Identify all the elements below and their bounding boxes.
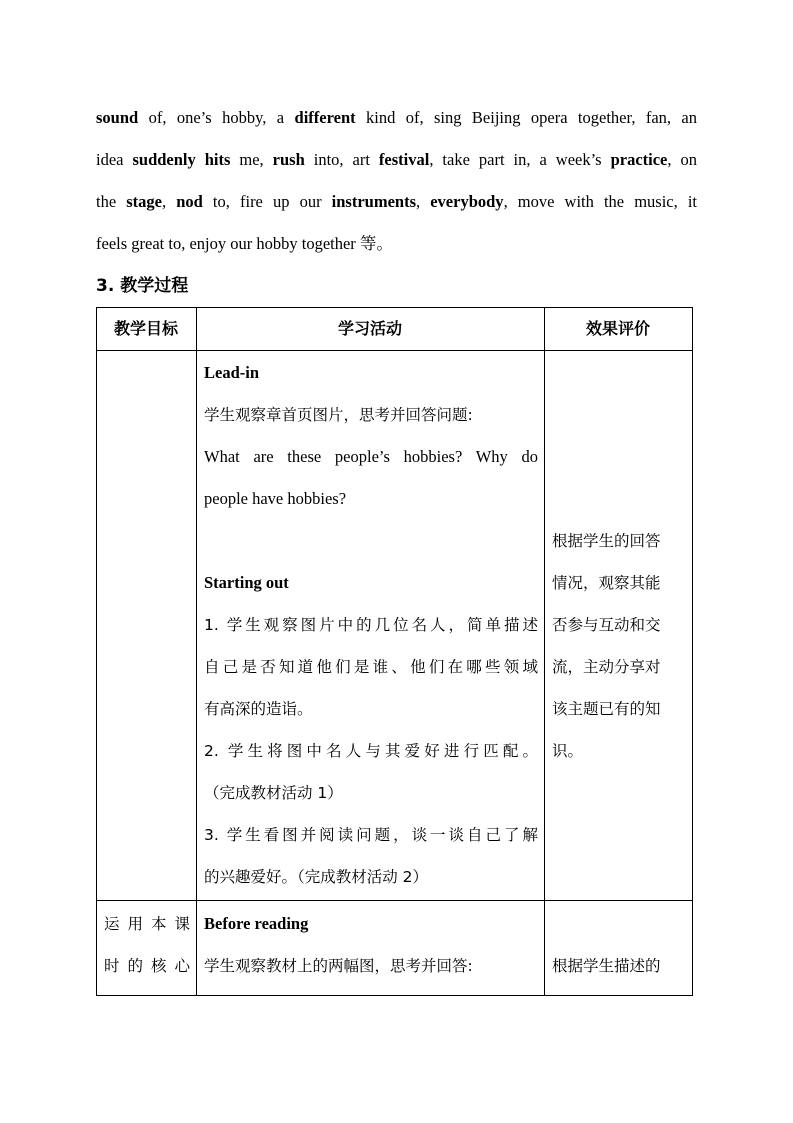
activity-line: Starting out bbox=[204, 573, 289, 592]
intro-line bbox=[96, 139, 697, 181]
table-row-divider bbox=[96, 900, 693, 901]
vocab-keyword: nod bbox=[176, 192, 203, 211]
intro-text: , bbox=[162, 192, 177, 211]
intro-text: of, one’s hobby, a bbox=[138, 108, 295, 127]
intro-text: kind of, sing Beijing opera together, fan, an bbox=[355, 108, 697, 127]
table-border-bottom bbox=[96, 995, 693, 996]
vocab-keyword: festival bbox=[378, 150, 430, 169]
activity-line: 有高深的造诣。 bbox=[204, 700, 313, 718]
header-learning-activity: 学习活动 bbox=[337, 319, 402, 338]
table-border-left bbox=[96, 307, 97, 996]
intro-text: , bbox=[416, 192, 431, 211]
intro-text: to, fire up our bbox=[202, 192, 332, 211]
activity-line: Before reading bbox=[204, 914, 309, 933]
activity-line: （完成教材活动 1） bbox=[204, 784, 343, 802]
intro-line bbox=[96, 181, 697, 223]
vocab-keyword: stage bbox=[126, 192, 163, 211]
goal-line: 时的核心 bbox=[104, 957, 190, 975]
table-border-right bbox=[692, 307, 693, 996]
vocab-keyword: different bbox=[294, 108, 356, 127]
vocab-keyword: suddenly hits bbox=[132, 150, 231, 169]
intro-text: , take part in, a week’s bbox=[429, 150, 611, 169]
vocab-keyword: rush bbox=[272, 150, 305, 169]
activity-line: 学生观察章首页图片，思考并回答问题: bbox=[204, 406, 473, 424]
header-teaching-goal: 教学目标 bbox=[113, 319, 178, 338]
table-col-divider-1 bbox=[196, 307, 197, 996]
intro-text: , move with the music, it bbox=[503, 192, 698, 211]
activity-line: 1. 学生观察图片中的几位名人，简单描述 bbox=[204, 616, 538, 634]
table-header-divider bbox=[96, 350, 693, 351]
activity-line: Lead-in bbox=[204, 363, 260, 382]
vocab-keyword: sound bbox=[96, 108, 139, 127]
section-heading: 3. 教学过程 bbox=[96, 276, 189, 296]
vocab-keyword: instruments bbox=[331, 192, 417, 211]
intro-text: , on bbox=[667, 150, 697, 169]
intro-text: the bbox=[96, 192, 127, 211]
activity-line: 自己是否知道他们是谁、他们在哪些领域 bbox=[204, 658, 538, 676]
goal-line: 运用本课 bbox=[104, 915, 190, 933]
intro-text: idea bbox=[96, 150, 133, 169]
evaluation-line: 否参与互动和交 bbox=[552, 616, 661, 634]
evaluation-line: 识。 bbox=[552, 742, 584, 760]
activity-line: 2. 学生将图中名人与其爱好进行匹配。 bbox=[204, 742, 538, 760]
activity-line: 的兴趣爱好。（完成教材活动 2） bbox=[204, 868, 429, 886]
vocab-keyword: practice bbox=[610, 150, 668, 169]
header-effect-evaluation: 效果评价 bbox=[585, 319, 650, 338]
evaluation-line: 根据学生的回答 bbox=[552, 532, 661, 550]
activity-line: people have hobbies? bbox=[204, 489, 347, 508]
evaluation-line: 根据学生描述的 bbox=[552, 957, 661, 975]
activity-line: What are these people’s hobbies? Why do bbox=[204, 447, 538, 466]
evaluation-line: 情况，观察其能 bbox=[552, 574, 661, 592]
evaluation-line: 流，主动分享对 bbox=[552, 658, 661, 676]
activity-line: 学生观察教材上的两幅图，思考并回答: bbox=[204, 957, 473, 975]
table-col-divider-2 bbox=[544, 307, 545, 996]
intro-line bbox=[96, 223, 697, 265]
teaching-process-table bbox=[96, 307, 693, 996]
intro-text: me, bbox=[230, 150, 273, 169]
vocab-keyword: everybody bbox=[430, 192, 504, 211]
intro-line bbox=[96, 97, 697, 139]
intro-text: into, art bbox=[304, 150, 379, 169]
activity-line: 3. 学生看图并阅读问题，谈一谈自己了解 bbox=[204, 826, 538, 844]
evaluation-line: 该主题已有的知 bbox=[552, 700, 661, 718]
intro-text: feels great to, enjoy our hobby together 等。 bbox=[96, 234, 393, 253]
